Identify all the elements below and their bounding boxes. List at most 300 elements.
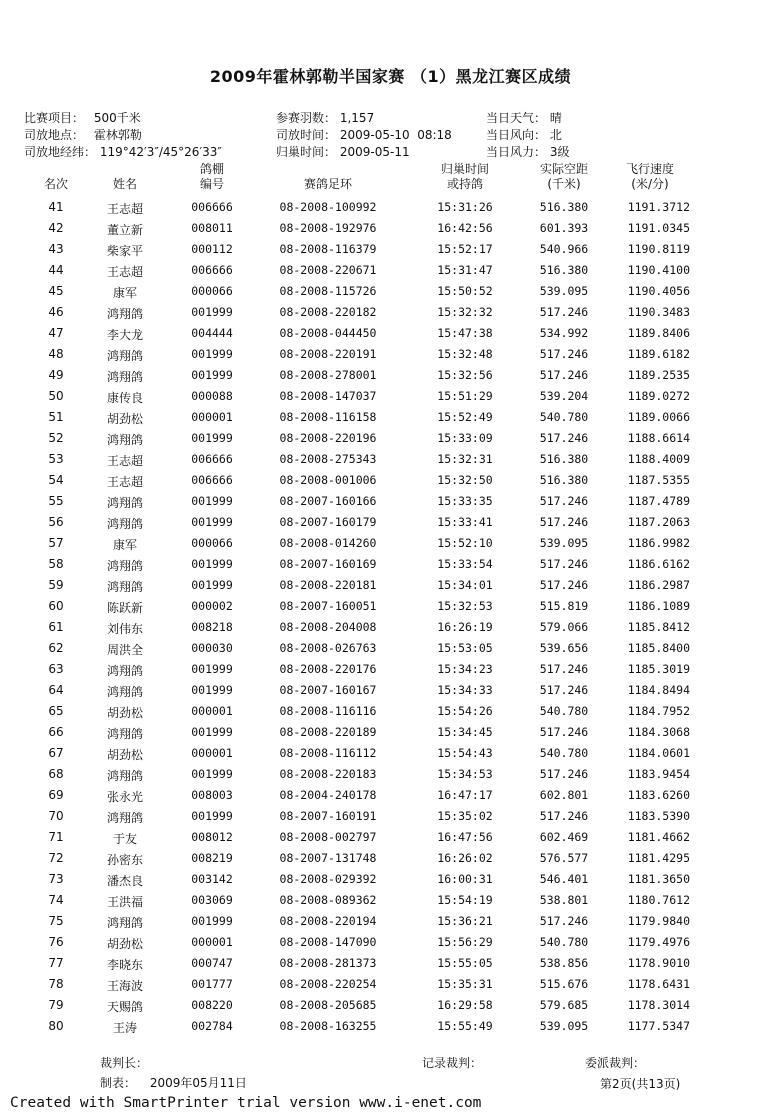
cell-name: 李大龙 [106,328,143,342]
cell-ring: 08-2008-147037 [279,389,377,403]
cell-rank: 66 [48,725,64,739]
results-table [0,197,781,1037]
cell-rank: 61 [48,620,64,634]
table-row [0,701,781,722]
table-row [0,449,781,470]
cell-return-time: 16:42:56 [437,221,493,235]
cell-loft: 003142 [191,872,233,886]
cell-return-time: 15:32:48 [437,347,493,361]
cell-loft: 008219 [191,851,233,865]
cell-return-time: 15:50:52 [437,284,493,298]
cell-ring: 08-2008-220189 [279,725,377,739]
cell-loft: 001999 [191,515,233,529]
cell-name: 鸿翔鸽 [106,916,143,930]
header-ring: 赛鸽足环 [303,177,352,191]
cell-distance: 602.801 [539,788,589,802]
cell-name: 鸿翔鸽 [106,307,143,321]
cell-distance: 517.246 [539,725,589,739]
release-time-label: 司放时间： [276,128,337,142]
cell-speed: 1183.5390 [627,809,690,823]
cell-return-time: 15:54:19 [437,893,493,907]
return-time-label: 归巢时间： [276,145,337,159]
cell-speed: 1185.8400 [627,641,690,655]
header-loft-line1: 鸽棚 [199,162,224,176]
cell-name: 鸿翔鸽 [106,496,143,510]
cell-ring: 08-2008-044450 [279,326,377,340]
table-row [0,890,781,911]
cell-rank: 76 [48,935,64,949]
table-row [0,218,781,239]
cell-rank: 78 [48,977,64,991]
cell-ring: 08-2008-116116 [279,704,377,718]
cell-ring: 08-2008-220183 [279,767,377,781]
header-speed [610,162,690,192]
return-time-info [276,143,410,160]
table-row [0,533,781,554]
cell-name: 于友 [112,832,137,846]
cell-return-time: 15:55:05 [437,956,493,970]
cell-speed: 1181.3650 [627,872,690,886]
wind-force-info [486,143,569,160]
cell-distance: 517.246 [539,305,589,319]
table-row [0,197,781,218]
table-row [0,785,781,806]
cell-rank: 49 [48,368,64,382]
entries-info [276,109,374,126]
cell-name: 鸿翔鸽 [106,517,143,531]
table-row [0,428,781,449]
cell-return-time: 15:32:53 [437,599,493,613]
cell-distance: 539.204 [539,389,589,403]
cell-ring: 08-2008-100992 [279,200,377,214]
header-rank: 名次 [43,177,68,191]
cell-ring: 08-2007-160191 [279,809,377,823]
cell-loft: 008218 [191,620,233,634]
cell-speed: 1178.3014 [627,998,690,1012]
cell-name: 鸿翔鸽 [106,685,143,699]
header-speed-line1: 飞行速度 [625,162,674,176]
cell-rank: 71 [48,830,64,844]
cell-loft: 008003 [191,788,233,802]
cell-loft: 001999 [191,305,233,319]
cell-loft: 006666 [191,473,233,487]
cell-ring: 08-2007-160051 [279,599,377,613]
cell-distance: 517.246 [539,368,589,382]
appointed-judge-label: 委派裁判： [585,1056,646,1070]
cell-name: 董立新 [106,223,143,237]
cell-name: 鸿翔鸽 [106,727,143,741]
cell-distance: 579.685 [539,998,589,1012]
cell-rank: 62 [48,641,64,655]
table-row [0,344,781,365]
cell-name: 王海波 [106,979,143,993]
cell-ring: 08-2004-240178 [279,788,377,802]
cell-speed: 1181.4295 [627,851,690,865]
cell-distance: 516.380 [539,200,589,214]
cell-return-time: 15:51:29 [437,389,493,403]
coords-value: 119°42′3″/45°26′33″ [99,145,222,159]
cell-ring: 08-2008-220196 [279,431,377,445]
cell-distance: 517.246 [539,347,589,361]
cell-return-time: 15:33:41 [437,515,493,529]
cell-speed: 1191.0345 [627,221,690,235]
place-info [24,126,142,143]
cell-speed: 1190.8119 [627,242,690,256]
cell-return-time: 15:34:33 [437,683,493,697]
cell-rank: 70 [48,809,64,823]
cell-speed: 1177.5347 [627,1019,690,1033]
cell-distance: 516.380 [539,452,589,466]
cell-rank: 51 [48,410,64,424]
cell-loft: 001999 [191,914,233,928]
cell-rank: 56 [48,515,64,529]
cell-speed: 1178.9010 [627,956,690,970]
cell-rank: 57 [48,536,64,550]
cell-return-time: 16:00:31 [437,872,493,886]
cell-ring: 08-2008-002797 [279,830,377,844]
table-row [0,575,781,596]
cell-distance: 538.801 [539,893,589,907]
table-row [0,953,781,974]
cell-loft: 000088 [191,389,233,403]
cell-return-time: 15:31:47 [437,263,493,277]
table-row [0,617,781,638]
table-row [0,974,781,995]
cell-loft: 001999 [191,494,233,508]
cell-loft: 008011 [191,221,233,235]
header-distance [527,162,601,192]
table-row [0,239,781,260]
cell-distance: 539.095 [539,1019,589,1033]
release-time-value: 2009-05-10 08:18 [339,128,452,142]
cell-distance: 539.095 [539,284,589,298]
cell-ring: 08-2008-163255 [279,1019,377,1033]
header-speed-line2: (米/分) [631,177,669,191]
cell-rank: 60 [48,599,64,613]
cell-loft: 008220 [191,998,233,1012]
cell-ring: 08-2008-116379 [279,242,377,256]
wind-direction-value: 北 [549,128,562,142]
cell-loft: 000001 [191,935,233,949]
cell-speed: 1183.6260 [627,788,690,802]
return-time-value: 2009-05-11 [339,145,410,159]
cell-rank: 63 [48,662,64,676]
cell-return-time: 15:32:31 [437,452,493,466]
cell-rank: 41 [48,200,64,214]
cell-distance: 517.246 [539,809,589,823]
cell-ring: 08-2008-014260 [279,536,377,550]
cell-distance: 516.380 [539,263,589,277]
cell-distance: 517.246 [539,515,589,529]
cell-speed: 1191.3712 [627,200,690,214]
cell-distance: 517.246 [539,431,589,445]
cell-name: 王志超 [106,202,143,216]
cell-name: 鸿翔鸽 [106,811,143,825]
cell-ring: 08-2007-160179 [279,515,377,529]
cell-speed: 1186.1089 [627,599,690,613]
table-row [0,281,781,302]
cell-speed: 1186.2987 [627,578,690,592]
cell-distance: 534.992 [539,326,589,340]
cell-loft: 001999 [191,725,233,739]
cell-ring: 08-2008-116112 [279,746,377,760]
cell-rank: 80 [48,1019,64,1033]
cell-speed: 1189.8406 [627,326,690,340]
cell-ring: 08-2008-192976 [279,221,377,235]
event-value: 500千米 [93,111,141,125]
cell-loft: 006666 [191,200,233,214]
cell-name: 潘杰良 [106,874,143,888]
table-row [0,869,781,890]
cell-return-time: 15:52:17 [437,242,493,256]
cell-rank: 69 [48,788,64,802]
cell-loft: 000002 [191,599,233,613]
cell-ring: 08-2008-147090 [279,935,377,949]
cell-distance: 539.656 [539,641,589,655]
table-row [0,806,781,827]
event-label: 比赛项目： [24,111,85,125]
cell-loft: 006666 [191,452,233,466]
cell-name: 周洪全 [106,643,143,657]
cell-rank: 50 [48,389,64,403]
header-loft-line2: 编号 [199,177,224,191]
cell-return-time: 15:36:21 [437,914,493,928]
cell-speed: 1187.5355 [627,473,690,487]
cell-distance: 517.246 [539,767,589,781]
cell-speed: 1188.4009 [627,452,690,466]
cell-ring: 08-2008-278001 [279,368,377,382]
cell-rank: 43 [48,242,64,256]
cell-distance: 579.066 [539,620,589,634]
cell-rank: 42 [48,221,64,235]
table-row [0,911,781,932]
cell-rank: 77 [48,956,64,970]
wind-force-value: 3级 [549,145,570,159]
cell-return-time: 15:33:54 [437,557,493,571]
cell-return-time: 15:33:09 [437,431,493,445]
cell-speed: 1180.7612 [627,893,690,907]
cell-distance: 546.401 [539,872,589,886]
cell-speed: 1186.9982 [627,536,690,550]
release-time-info [276,126,452,143]
cell-speed: 1189.0272 [627,389,690,403]
table-row [0,512,781,533]
cell-return-time: 15:55:49 [437,1019,493,1033]
cell-rank: 46 [48,305,64,319]
page-number: 第2页(共13页) [600,1077,681,1091]
cell-distance: 539.095 [539,536,589,550]
cell-return-time: 15:54:26 [437,704,493,718]
cell-loft: 002784 [191,1019,233,1033]
event-info [24,109,141,126]
cell-speed: 1183.9454 [627,767,690,781]
table-row [0,323,781,344]
cell-ring: 08-2008-220254 [279,977,377,991]
cell-loft: 000001 [191,410,233,424]
cell-distance: 538.856 [539,956,589,970]
cell-speed: 1185.8412 [627,620,690,634]
cell-ring: 08-2008-116158 [279,410,377,424]
cell-loft: 000001 [191,704,233,718]
table-row [0,491,781,512]
cell-distance: 517.246 [539,662,589,676]
cell-loft: 001999 [191,557,233,571]
made-by [100,1074,247,1091]
cell-return-time: 16:47:56 [437,830,493,844]
cell-speed: 1184.0601 [627,746,690,760]
trial-watermark: Created with SmartPrinter trial version www.i-enet.com [10,1095,482,1111]
cell-ring: 08-2008-220671 [279,263,377,277]
cell-distance: 540.780 [539,704,589,718]
cell-loft: 001999 [191,683,233,697]
cell-distance: 540.780 [539,746,589,760]
cell-rank: 68 [48,767,64,781]
table-row [0,848,781,869]
cell-speed: 1184.7952 [627,704,690,718]
cell-return-time: 15:34:53 [437,767,493,781]
cell-name: 刘伟东 [106,622,143,636]
cell-distance: 517.246 [539,914,589,928]
header-distance-line2: (千米) [547,177,581,191]
cell-rank: 59 [48,578,64,592]
cell-name: 天赐鸽 [106,1000,143,1014]
cell-speed: 1181.4662 [627,830,690,844]
cell-ring: 08-2008-220191 [279,347,377,361]
cell-name: 王志超 [106,475,143,489]
cell-distance: 602.469 [539,830,589,844]
cell-speed: 1184.3068 [627,725,690,739]
cell-ring: 08-2008-205685 [279,998,377,1012]
cell-loft: 006666 [191,263,233,277]
cell-return-time: 15:34:45 [437,725,493,739]
cell-distance: 540.780 [539,410,589,424]
cell-distance: 540.780 [539,935,589,949]
cell-name: 柴家平 [106,244,143,258]
table-row [0,386,781,407]
cell-rank: 47 [48,326,64,340]
table-row [0,554,781,575]
cell-loft: 001999 [191,767,233,781]
cell-name: 王涛 [112,1021,137,1035]
cell-loft: 003069 [191,893,233,907]
cell-ring: 08-2008-001006 [279,473,377,487]
cell-ring: 08-2007-131748 [279,851,377,865]
cell-return-time: 15:53:05 [437,641,493,655]
cell-name: 陈跃新 [106,601,143,615]
cell-speed: 1178.6431 [627,977,690,991]
cell-speed: 1185.3019 [627,662,690,676]
table-row [0,827,781,848]
cell-speed: 1189.2535 [627,368,690,382]
recorder-judge-label: 记录裁判： [422,1056,483,1070]
table-row [0,659,781,680]
cell-distance: 517.246 [539,494,589,508]
cell-speed: 1188.6614 [627,431,690,445]
cell-distance: 517.246 [539,557,589,571]
cell-rank: 52 [48,431,64,445]
cell-ring: 08-2008-275343 [279,452,377,466]
cell-ring: 08-2008-029392 [279,872,377,886]
cell-name: 康军 [112,538,137,552]
cell-rank: 79 [48,998,64,1012]
cell-distance: 515.819 [539,599,589,613]
cell-name: 胡劲松 [106,748,143,762]
cell-speed: 1187.4789 [627,494,690,508]
cell-ring: 08-2008-089362 [279,893,377,907]
cell-return-time: 16:26:19 [437,620,493,634]
cell-name: 鸿翔鸽 [106,559,143,573]
cell-name: 胡劲松 [106,937,143,951]
cell-rank: 67 [48,746,64,760]
cell-return-time: 15:33:35 [437,494,493,508]
cell-name: 康传良 [106,391,143,405]
cell-loft: 008012 [191,830,233,844]
coords-label: 司放地经纬： [24,145,97,159]
cell-return-time: 15:32:32 [437,305,493,319]
cell-loft: 004444 [191,326,233,340]
cell-rank: 73 [48,872,64,886]
cell-return-time: 15:32:56 [437,368,493,382]
wind-direction-label: 当日风向： [486,128,547,142]
entries-value: 1,157 [339,111,375,125]
cell-loft: 001999 [191,662,233,676]
cell-loft: 000030 [191,641,233,655]
cell-ring: 08-2008-220176 [279,662,377,676]
cell-name: 孙密东 [106,853,143,867]
cell-ring: 08-2008-220194 [279,914,377,928]
place-value: 霍林郭勒 [93,128,142,142]
cell-return-time: 16:29:58 [437,998,493,1012]
cell-loft: 000001 [191,746,233,760]
cell-loft: 000066 [191,536,233,550]
cell-name: 李晓东 [106,958,143,972]
cell-name: 鸿翔鸽 [106,769,143,783]
cell-loft: 001777 [191,977,233,991]
cell-name: 王志超 [106,454,143,468]
cell-ring: 08-2007-160169 [279,557,377,571]
cell-return-time: 16:47:17 [437,788,493,802]
header-name: 姓名 [112,177,137,191]
cell-distance: 540.966 [539,242,589,256]
table-row [0,743,781,764]
table-row [0,680,781,701]
cell-name: 胡劲松 [106,412,143,426]
cell-name: 鸿翔鸽 [106,433,143,447]
cell-speed: 1189.6182 [627,347,690,361]
weather-value: 晴 [549,111,562,125]
cell-ring: 08-2008-220181 [279,578,377,592]
made-by-label: 制表： [100,1076,137,1090]
cell-name: 鸿翔鸽 [106,370,143,384]
header-distance-line1: 实际空距 [539,162,588,176]
cell-return-time: 15:47:38 [437,326,493,340]
cell-ring: 08-2007-160166 [279,494,377,508]
cell-rank: 65 [48,704,64,718]
cell-distance: 517.246 [539,683,589,697]
coords-info [24,143,222,160]
cell-loft: 000066 [191,284,233,298]
table-row [0,260,781,281]
header-return-time-line1: 归巢时间 [440,162,489,176]
cell-return-time: 16:26:02 [437,851,493,865]
cell-name: 鸿翔鸽 [106,580,143,594]
cell-rank: 64 [48,683,64,697]
cell-name: 王志超 [106,265,143,279]
cell-speed: 1186.6162 [627,557,690,571]
cell-speed: 1190.4056 [627,284,690,298]
cell-rank: 54 [48,473,64,487]
cell-ring: 08-2008-115726 [279,284,377,298]
